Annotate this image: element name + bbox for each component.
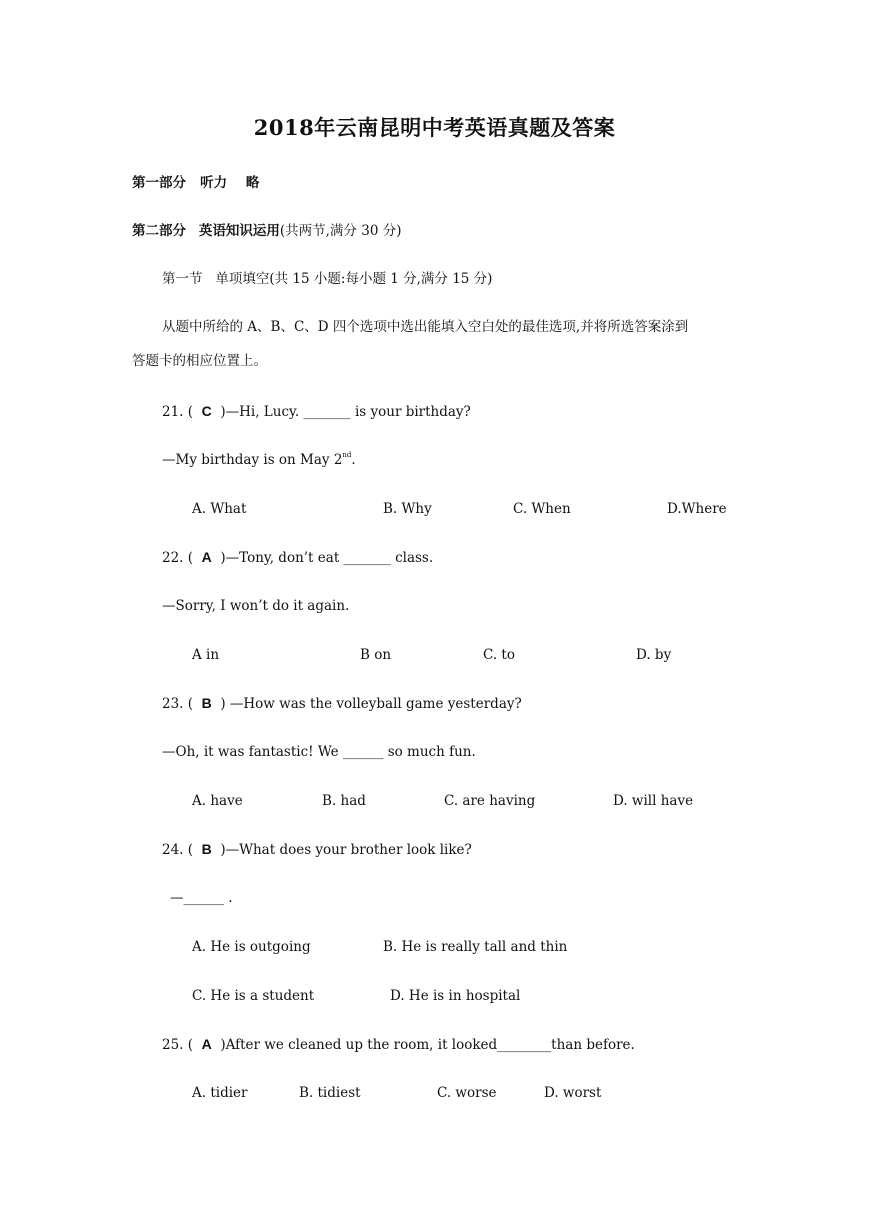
- part1-name: 听力: [200, 175, 228, 191]
- part1-heading: [132, 174, 259, 192]
- question-24-reply: —______ .: [170, 890, 233, 906]
- question-text: —What does your brother look like?: [225, 842, 472, 858]
- part2-name: 英语知识运用: [198, 223, 280, 239]
- question-text: After we cleaned up the room, it looked________than before.: [225, 1037, 635, 1053]
- section1-heading: [162, 270, 492, 288]
- q21-option-b: B. Why: [383, 501, 432, 517]
- q22-option-d: D. by: [636, 647, 672, 663]
- section1-name: 单项填空(共 15 小题:每小题 1 分,满分 15 分): [215, 271, 493, 287]
- q21-option-c: C. When: [513, 501, 571, 517]
- q24-option-d: D. He is in hospital: [390, 988, 521, 1004]
- question-text: —Hi, Lucy. _______ is your birthday?: [225, 404, 471, 420]
- question-22-stem: 22. ( A )—Tony, don’t eat _______ class.: [162, 549, 434, 566]
- part1-label: 第一部分: [132, 175, 186, 191]
- answer-key: B: [201, 695, 212, 711]
- ordinal-suffix: nd: [342, 451, 352, 459]
- part1-note: 略: [245, 175, 260, 191]
- question-24-stem: 24. ( B )—What does your brother look like?: [162, 841, 472, 858]
- q23-option-a: A. have: [192, 793, 243, 809]
- part2-heading: [132, 222, 401, 240]
- question-21-reply: [162, 451, 356, 469]
- q25-option-c: C. worse: [437, 1085, 497, 1101]
- reply-end: .: [351, 452, 356, 468]
- q21-option-a: A. What: [192, 501, 247, 517]
- q25-option-d: D. worst: [544, 1085, 602, 1101]
- answer-key: A: [201, 1036, 212, 1052]
- question-25-stem: 25. ( A )After we cleaned up the room, it looked________than before.: [162, 1036, 635, 1053]
- instructions-line1: 从题中所给的 A、B、C、D 四个选项中选出能填入空白处的最佳选项,并将所选答案涂到: [162, 319, 689, 335]
- reply-text: —My birthday is on May 2: [162, 452, 343, 468]
- q23-option-d: D. will have: [613, 793, 694, 809]
- q22-option-c: C. to: [483, 647, 515, 663]
- question-21-stem: 21. ( C )—Hi, Lucy. _______ is your birthday?: [162, 403, 471, 420]
- q22-option-b: B on: [360, 647, 392, 663]
- question-number: 24.: [162, 842, 184, 858]
- page-title: 2018年云南昆明中考英语真题及答案: [253, 115, 616, 140]
- question-number: 21.: [162, 404, 184, 420]
- answer-key: B: [201, 841, 212, 857]
- q23-option-c: C. are having: [444, 793, 536, 809]
- q24-option-b: B. He is really tall and thin: [383, 939, 568, 955]
- q23-option-b: B. had: [322, 793, 366, 809]
- question-text: —How was the volleyball game yesterday?: [225, 696, 522, 712]
- question-number: 22.: [162, 550, 184, 566]
- q24-option-a: A. He is outgoing: [192, 939, 311, 955]
- question-number: 23.: [162, 696, 184, 712]
- q25-option-b: B. tidiest: [299, 1085, 361, 1101]
- q24-option-c: C. He is a student: [192, 988, 315, 1004]
- question-23-reply: —Oh, it was fantastic! We ______ so much fun.: [162, 744, 476, 760]
- instructions-line2: 答题卡的相应位置上。: [132, 353, 267, 369]
- answer-key: C: [201, 403, 212, 419]
- question-23-stem: 23. ( B ) —How was the volleyball game yesterday?: [162, 695, 522, 712]
- q25-option-a: A. tidier: [192, 1085, 248, 1101]
- question-22-reply: —Sorry, I won’t do it again.: [162, 598, 350, 614]
- part2-detail: (共两节,满分 30 分): [279, 223, 402, 239]
- answer-key: A: [201, 549, 212, 565]
- q21-option-d: D.Where: [667, 501, 727, 517]
- question-text: —Tony, don’t eat _______ class.: [225, 550, 434, 566]
- part2-label: 第二部分: [132, 223, 186, 239]
- section1-label: 第一节: [162, 271, 203, 287]
- question-number: 25.: [162, 1037, 184, 1053]
- q22-option-a: A in: [192, 647, 220, 663]
